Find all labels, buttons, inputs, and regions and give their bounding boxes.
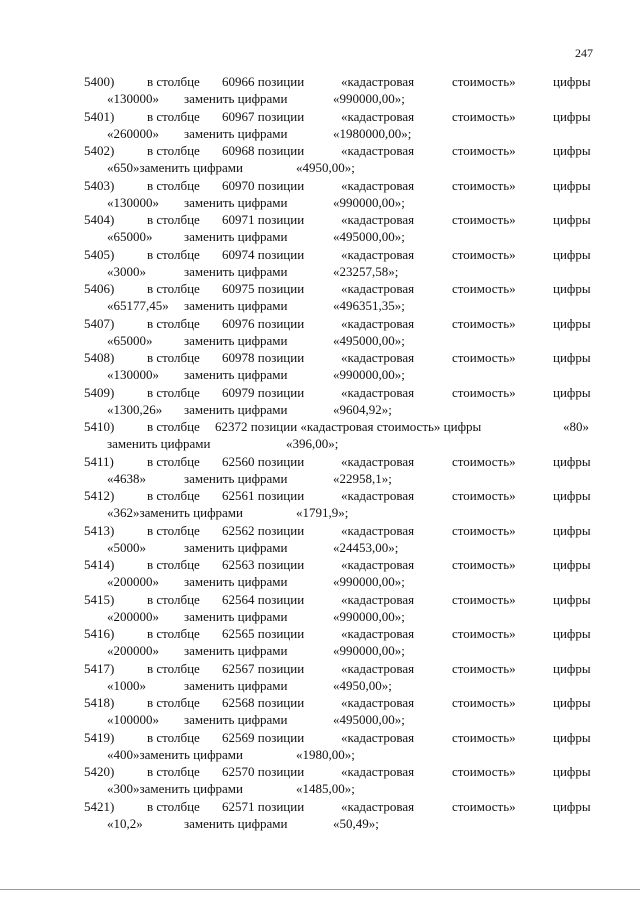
bottom-rule: [0, 889, 640, 890]
cadastral-text: «кадастровая: [341, 315, 415, 331]
digits-text: цифры: [553, 557, 591, 572]
replace-text: заменить цифрами: [184, 194, 288, 210]
cost-text: стоимость»: [452, 212, 516, 227]
column-text: в столбце: [147, 522, 200, 538]
column-text: в столбце: [147, 246, 200, 262]
cost-text: стоимость»: [452, 557, 516, 572]
cadastral-text: «кадастровая: [341, 108, 415, 124]
entry-line-2: [0, 435, 640, 452]
entry-number: 5416): [84, 626, 115, 641]
entry-line-2: [0, 159, 640, 176]
old-value: «200000»: [107, 574, 159, 590]
entry-line-1: [0, 108, 640, 125]
digits-text: цифры: [553, 212, 591, 227]
entry-line-2: [0, 573, 640, 590]
replace-text: заменить цифрами: [184, 125, 288, 141]
cadastral-text: «кадастровая: [341, 695, 415, 710]
entry-number: 5420): [84, 764, 115, 779]
column-text: в столбце: [147, 74, 200, 89]
cost-text: стоимость»: [452, 695, 516, 710]
entry-line-1: [0, 625, 640, 642]
entry-line-2: [0, 642, 640, 659]
entry-number: 5410): [84, 419, 115, 434]
cadastral-text: «кадастровая: [341, 212, 415, 227]
column-text: в столбце: [147, 591, 200, 607]
replace-text: заменить цифрами: [184, 539, 288, 555]
new-value: «4950,00»;: [333, 677, 392, 693]
entry-line-2: [0, 815, 640, 832]
cadastral-text: «кадастровая: [341, 522, 415, 538]
entry-line-1: [0, 384, 640, 401]
entry-number: 5406): [84, 281, 115, 296]
cadastral-text: «кадастровая: [341, 74, 415, 89]
entry-number: 5401): [84, 108, 115, 124]
entry-line-2: [0, 746, 640, 763]
entry-line-2: [0, 401, 640, 418]
new-value: «990000,00»;: [333, 608, 405, 624]
cadastral-text: «кадастровая: [341, 246, 415, 262]
cadastral-text: «кадастровая: [341, 557, 415, 572]
cost-text: стоимость»: [452, 281, 516, 296]
position-text: 60967 позиции: [222, 108, 305, 124]
digits-text: цифры: [553, 246, 591, 262]
new-value: «990000,00»;: [333, 91, 405, 107]
new-value: «4950,00»;: [296, 160, 355, 176]
position-text: 60976 позиции: [222, 315, 305, 331]
entry-number: 5412): [84, 488, 115, 503]
entry-number: 5404): [84, 212, 115, 227]
cadastral-text: «кадастровая: [341, 177, 415, 193]
position-text: 60978 позиции: [222, 350, 305, 365]
old-value: «130000»: [107, 194, 159, 210]
new-value: «1485,00»;: [296, 781, 355, 797]
new-value: «990000,00»;: [333, 367, 405, 383]
digits-text: цифры: [553, 74, 591, 89]
entry-line-2: [0, 780, 640, 797]
column-text: в столбце: [147, 660, 200, 676]
position-text: 60968 позиции: [222, 143, 305, 158]
cost-text: стоимость»: [452, 108, 516, 124]
position-text: 60966 позиции: [222, 74, 305, 89]
entry-line-1: [0, 694, 640, 711]
cadastral-text: «кадастровая: [341, 591, 415, 607]
entry-number: 5407): [84, 315, 115, 331]
entry-number: 5400): [84, 74, 115, 89]
position-text: 60970 позиции: [222, 177, 305, 193]
replace-text: заменить цифрами: [184, 263, 288, 279]
position-text: 60974 позиции: [222, 246, 305, 262]
replace-text: заменить цифрами: [184, 815, 288, 831]
entry-line-1: [0, 660, 640, 677]
new-value: «396,00»;: [286, 436, 339, 452]
cadastral-text: «кадастровая: [341, 660, 415, 676]
digits-text: цифры: [553, 591, 591, 607]
cost-text: стоимость»: [452, 177, 516, 193]
column-text: в столбце: [147, 764, 200, 779]
column-text: в столбце: [147, 798, 200, 814]
entry-line-2: [0, 366, 640, 383]
column-text: в столбце: [147, 281, 200, 296]
column-text: в столбце: [147, 557, 200, 572]
cost-text: стоимость»: [452, 626, 516, 641]
column-text: в столбце: [147, 177, 200, 193]
cost-text: стоимость»: [452, 488, 516, 503]
cost-text: стоимость»: [452, 660, 516, 676]
replace-text: заменить цифрами: [184, 643, 288, 659]
digits-text: цифры: [553, 660, 591, 676]
entry-line-1: [0, 418, 640, 435]
entry-number: 5402): [84, 143, 115, 158]
new-value: «990000,00»;: [333, 574, 405, 590]
entry-line-1: [0, 349, 640, 366]
digits-text: цифры: [553, 281, 591, 296]
cadastral-text: «кадастровая: [341, 143, 415, 158]
entry-number: 5405): [84, 246, 115, 262]
column-text: в столбце: [147, 453, 200, 469]
entry-line-2: [0, 677, 640, 694]
entry-line-1: [0, 798, 640, 815]
digits-text: цифры: [553, 315, 591, 331]
column-text: в столбце: [147, 143, 200, 158]
entry-number: 5417): [84, 660, 115, 676]
old-value: «400»заменить цифрами: [107, 746, 243, 762]
cadastral-text: «кадастровая: [341, 729, 415, 745]
digits-text: цифры: [553, 522, 591, 538]
replace-text: заменить цифрами: [107, 436, 211, 452]
cost-text: стоимость»: [452, 591, 516, 607]
digits-text: цифры: [553, 488, 591, 503]
cost-text: стоимость»: [452, 350, 516, 365]
column-text: в столбце: [147, 350, 200, 365]
entry-line-1: [0, 280, 640, 297]
column-text: в столбце: [147, 212, 200, 227]
old-value: «1000»: [107, 677, 146, 693]
entry-line-2: [0, 608, 640, 625]
old-value: «1300,26»: [107, 401, 163, 417]
cadastral-text: «кадастровая: [341, 350, 415, 365]
entry-line-1: [0, 73, 640, 90]
cadastral-text: «кадастровая: [341, 281, 415, 296]
new-value: «50,49»;: [333, 815, 379, 831]
column-text: в столбце: [147, 315, 200, 331]
cadastral-text: «кадастровая: [341, 764, 415, 779]
position-text: 60979 позиции: [222, 384, 305, 400]
cost-text: стоимость»: [452, 453, 516, 469]
old-value: «80»: [563, 419, 589, 434]
old-value: «200000»: [107, 608, 159, 624]
old-value: «65000»: [107, 332, 153, 348]
digits-text: цифры: [553, 798, 591, 814]
digits-text: цифры: [553, 626, 591, 641]
position-text: 62565 позиции: [222, 626, 305, 641]
entry-line-1: [0, 453, 640, 470]
digits-text: цифры: [553, 764, 591, 779]
position-text: 62568 позиции: [222, 695, 305, 710]
digits-text: цифры: [553, 384, 591, 400]
cadastral-text: «кадастровая: [341, 488, 415, 503]
entry-line-1: [0, 246, 640, 263]
old-value: «3000»: [107, 263, 146, 279]
entry-line-2: [0, 90, 640, 107]
entry-line-2: [0, 332, 640, 349]
cadastral-text: «кадастровая: [341, 626, 415, 641]
old-value: «130000»: [107, 91, 159, 107]
new-value: «23257,58»;: [333, 263, 399, 279]
old-value: «100000»: [107, 712, 159, 728]
page-number: 247: [575, 46, 593, 60]
entry-number: 5409): [84, 384, 115, 400]
entry-line-1: [0, 142, 640, 159]
new-value: «1791,9»;: [296, 505, 349, 521]
cost-text: стоимость»: [452, 522, 516, 538]
entry-line-1: [0, 763, 640, 780]
cost-text: стоимость»: [452, 246, 516, 262]
entry-line-2: [0, 125, 640, 142]
position-text: 62567 позиции: [222, 660, 305, 676]
entry-number: 5414): [84, 557, 115, 572]
new-value: «990000,00»;: [333, 194, 405, 210]
replace-text: заменить цифрами: [184, 401, 288, 417]
new-value: «495000,00»;: [333, 229, 405, 245]
position-text: 62564 позиции: [222, 591, 305, 607]
replace-text: заменить цифрами: [184, 298, 288, 314]
old-value: «65000»: [107, 229, 153, 245]
replace-text: заменить цифрами: [184, 367, 288, 383]
column-text: в столбце: [147, 419, 200, 434]
new-value: «1980000,00»;: [333, 125, 412, 141]
new-value: «24453,00»;: [333, 539, 399, 555]
old-value: «362»заменить цифрами: [107, 505, 243, 521]
old-value: «300»заменить цифрами: [107, 781, 243, 797]
entry-number: 5411): [84, 453, 114, 469]
new-value: «1980,00»;: [296, 746, 355, 762]
entry-line-2: [0, 470, 640, 487]
old-value: «4638»: [107, 470, 146, 486]
replace-text: заменить цифрами: [184, 229, 288, 245]
column-text: в столбце: [147, 729, 200, 745]
entry-number: 5415): [84, 591, 115, 607]
position-text: 62570 позиции: [222, 764, 305, 779]
replace-text: заменить цифрами: [184, 677, 288, 693]
position-text: 62560 позиции: [222, 453, 305, 469]
digits-text: цифры: [553, 143, 591, 158]
replace-text: заменить цифрами: [184, 332, 288, 348]
entry-number: 5413): [84, 522, 115, 538]
new-value: «496351,35»;: [333, 298, 405, 314]
entry-number: 5418): [84, 695, 115, 710]
column-text: в столбце: [147, 108, 200, 124]
entry-number: 5421): [84, 798, 115, 814]
replace-text: заменить цифрами: [184, 608, 288, 624]
old-value: «650»заменить цифрами: [107, 160, 243, 176]
entry-line-2: [0, 194, 640, 211]
cadastral-text: «кадастровая: [341, 798, 415, 814]
replace-text: заменить цифрами: [184, 470, 288, 486]
cost-text: стоимость»: [452, 798, 516, 814]
digits-text: цифры: [553, 177, 591, 193]
new-value: «9604,92»;: [333, 401, 392, 417]
entry-number: 5419): [84, 729, 115, 745]
cost-text: стоимость»: [452, 764, 516, 779]
amendment-list: [0, 73, 640, 832]
old-value: «260000»: [107, 125, 159, 141]
entry-line-2: [0, 504, 640, 521]
position-text: 62569 позиции: [222, 729, 305, 745]
column-text: в столбце: [147, 695, 200, 710]
entry-line-1: [0, 315, 640, 332]
entry-line-1: [0, 211, 640, 228]
digits-text: цифры: [553, 695, 591, 710]
new-value: «495000,00»;: [333, 712, 405, 728]
replace-text: заменить цифрами: [184, 91, 288, 107]
entry-line-2: [0, 263, 640, 280]
entry-line-1: [0, 487, 640, 504]
entry-line-2: [0, 228, 640, 245]
entry-line-2: [0, 539, 640, 556]
new-value: «22958,1»;: [333, 470, 392, 486]
position-text: 62563 позиции: [222, 557, 305, 572]
cost-text: стоимость»: [452, 74, 516, 89]
entry-number: 5408): [84, 350, 115, 365]
entry-line-1: [0, 591, 640, 608]
entry-line-2: [0, 297, 640, 314]
digits-text: цифры: [553, 729, 591, 745]
cadastral-text: «кадастровая: [341, 384, 415, 400]
digits-text: цифры: [553, 350, 591, 365]
cadastral-text: «кадастровая: [341, 453, 415, 469]
new-value: «990000,00»;: [333, 643, 405, 659]
old-value: «10,2»: [107, 815, 143, 831]
old-value: «5000»: [107, 539, 146, 555]
old-value: «200000»: [107, 643, 159, 659]
new-value: «495000,00»;: [333, 332, 405, 348]
position-text: 60975 позиции: [222, 281, 305, 296]
position-text: 62571 позиции: [222, 798, 305, 814]
entry-line-1: [0, 729, 640, 746]
position-text: 60971 позиции: [222, 212, 305, 227]
position-text: 62372 позиции «кадастровая стоимость» цифры: [215, 419, 482, 434]
old-value: «65177,45»: [107, 298, 169, 314]
replace-text: заменить цифрами: [184, 712, 288, 728]
cost-text: стоимость»: [452, 384, 516, 400]
position-text: 62562 позиции: [222, 522, 305, 538]
entry-line-2: [0, 711, 640, 728]
entry-line-1: [0, 522, 640, 539]
entry-number: 5403): [84, 177, 115, 193]
entry-line-1: [0, 556, 640, 573]
column-text: в столбце: [147, 626, 200, 641]
position-text: 62561 позиции: [222, 488, 305, 503]
cost-text: стоимость»: [452, 729, 516, 745]
column-text: в столбце: [147, 384, 200, 400]
digits-text: цифры: [553, 108, 591, 124]
entry-line-1: [0, 177, 640, 194]
digits-text: цифры: [553, 453, 591, 469]
column-text: в столбце: [147, 488, 200, 503]
cost-text: стоимость»: [452, 315, 516, 331]
replace-text: заменить цифрами: [184, 574, 288, 590]
cost-text: стоимость»: [452, 143, 516, 158]
old-value: «130000»: [107, 367, 159, 383]
